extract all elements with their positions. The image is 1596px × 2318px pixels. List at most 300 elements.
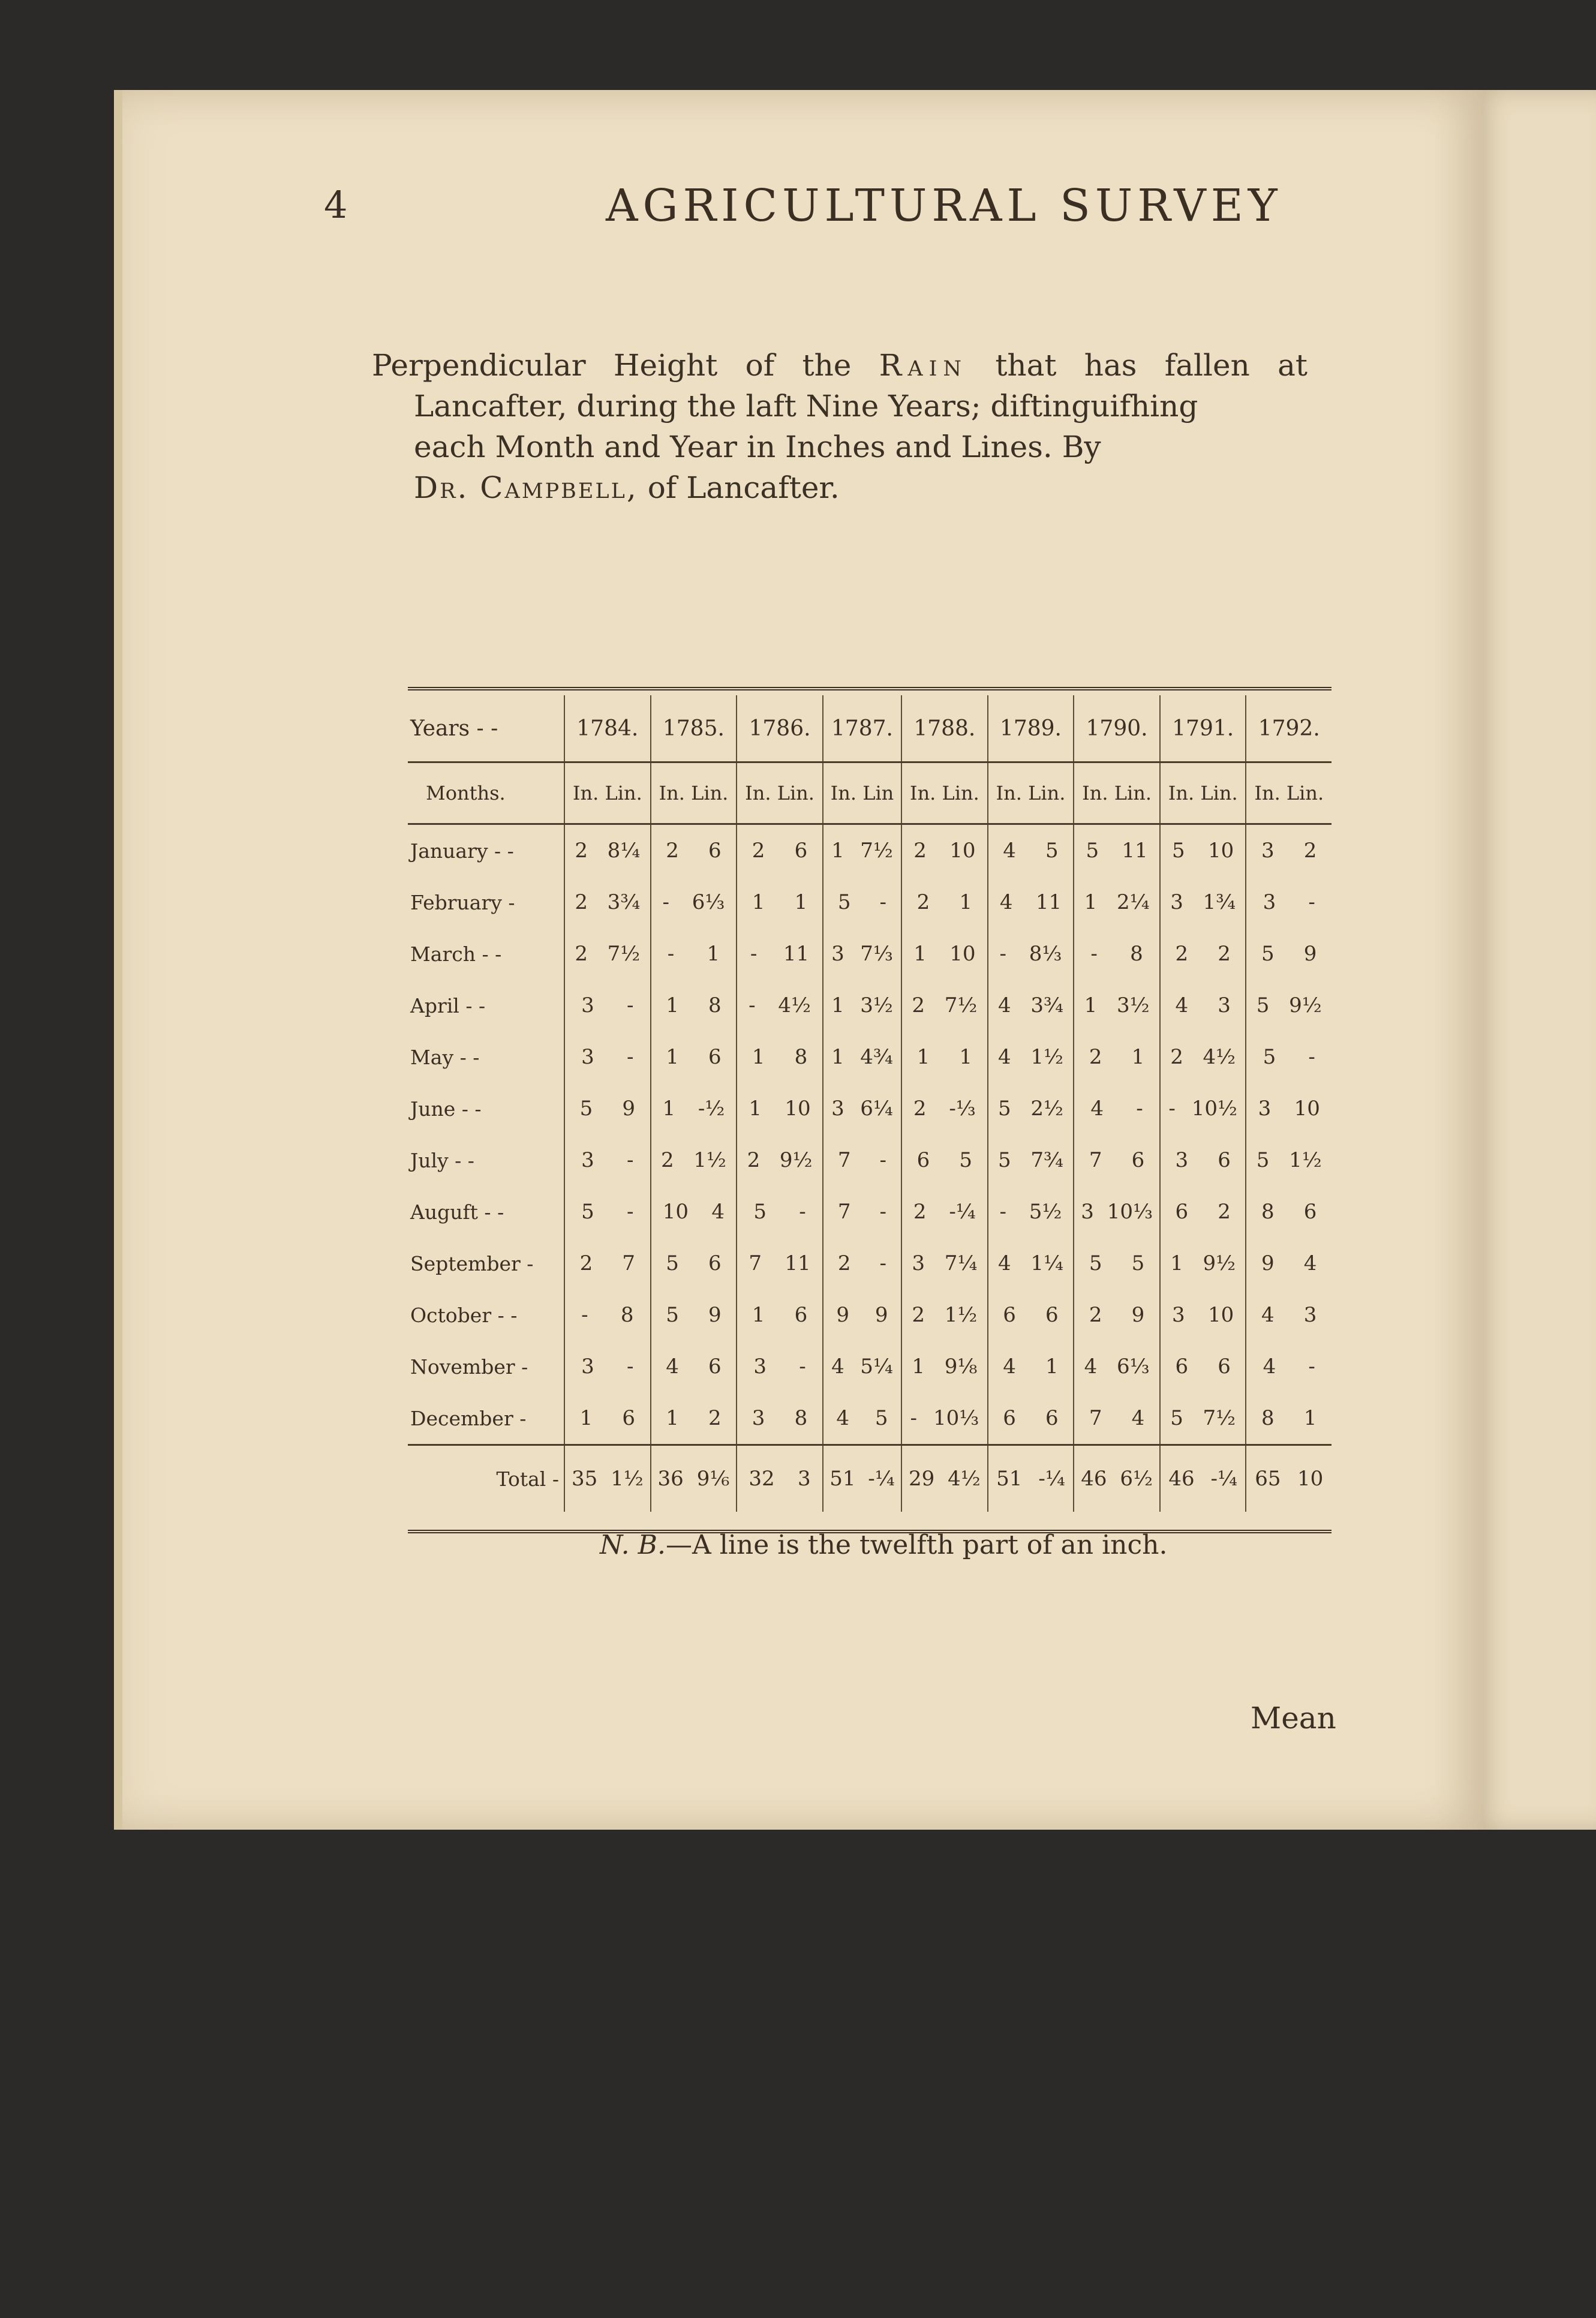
inches-value: 6 xyxy=(916,1148,930,1172)
rainfall-grid xyxy=(408,695,1331,1512)
lines-value: 6 xyxy=(1045,1406,1059,1430)
lines-value: 2 xyxy=(1218,942,1231,966)
unit-header: In. Lin. xyxy=(1168,782,1238,804)
total-inches: 46 xyxy=(1081,1467,1107,1491)
inches-value: 5 xyxy=(1172,839,1185,863)
total-lines: 4½ xyxy=(948,1467,981,1491)
inches-value: 4 xyxy=(836,1406,849,1430)
rain-cell xyxy=(737,1083,823,1134)
inches-value: 5 xyxy=(1089,1251,1102,1275)
inches-value: 1 xyxy=(752,1303,765,1327)
rain-cell xyxy=(1160,1392,1246,1445)
rain-value xyxy=(823,839,901,863)
rain-value xyxy=(902,1303,987,1327)
rain-value xyxy=(988,1251,1074,1275)
rain-cell xyxy=(737,1134,823,1186)
inches-value: 4 xyxy=(1084,1355,1098,1379)
inches-value: 3 xyxy=(1258,1097,1272,1121)
inches-value: 7 xyxy=(1089,1148,1102,1172)
rain-value xyxy=(565,1303,650,1327)
rain-cell xyxy=(1160,1289,1246,1341)
lines-value: 6 xyxy=(708,1355,722,1379)
inches-value: 2 xyxy=(666,839,679,863)
rain-cell xyxy=(823,1134,901,1186)
total-lines: -¼ xyxy=(868,1467,895,1491)
lines-value: - xyxy=(626,1200,634,1224)
lines-value: 7½ xyxy=(1203,1406,1236,1430)
rain-value xyxy=(565,839,650,863)
total-value xyxy=(1074,1467,1159,1491)
month-label-cell xyxy=(408,928,564,980)
rain-value xyxy=(1246,942,1331,966)
month-row xyxy=(408,1238,1331,1289)
rain-cell xyxy=(564,1238,651,1289)
total-value xyxy=(1161,1467,1246,1491)
unit-header: In. Lin. xyxy=(1082,782,1152,804)
total-value xyxy=(823,1467,901,1491)
months-label-cell xyxy=(408,762,564,824)
rain-cell xyxy=(651,1134,737,1186)
rain-cell xyxy=(988,1083,1074,1134)
lines-value: 1 xyxy=(959,1045,973,1069)
inches-value: 2 xyxy=(579,1251,593,1275)
month-row xyxy=(408,980,1331,1031)
rain-cell xyxy=(901,1134,988,1186)
lines-value: 2 xyxy=(1218,1200,1231,1224)
lines-value: 1¼ xyxy=(1030,1251,1063,1275)
inches-value: 3 xyxy=(1170,890,1183,914)
year-header-cell xyxy=(988,695,1074,762)
lines-value: 4¾ xyxy=(860,1045,893,1069)
month-row xyxy=(408,928,1331,980)
total-cell xyxy=(651,1445,737,1512)
total-inches: 46 xyxy=(1168,1467,1195,1491)
lines-value: 1½ xyxy=(1030,1045,1063,1069)
inches-value: 3 xyxy=(581,1148,594,1172)
lines-value: 10 xyxy=(1208,839,1234,863)
rain-value xyxy=(737,890,822,914)
lines-value: 6 xyxy=(794,839,808,863)
rain-cell xyxy=(564,1031,651,1083)
rain-cell xyxy=(564,1341,651,1392)
lines-value: 9 xyxy=(874,1303,888,1327)
unit-header-cell xyxy=(651,762,737,824)
rain-value xyxy=(902,1406,987,1430)
lines-value: 5 xyxy=(1045,839,1059,863)
total-cell xyxy=(988,1445,1074,1512)
caption-line: each Month and Year in Inches and Lines. By xyxy=(414,430,1101,464)
lines-value: - xyxy=(879,1200,887,1224)
rain-cell xyxy=(737,1186,823,1238)
inches-value: 3 xyxy=(1081,1200,1094,1224)
total-inches: 35 xyxy=(571,1467,598,1491)
lines-value: - xyxy=(1308,1355,1315,1379)
month-label-cell xyxy=(408,1031,564,1083)
inches-value: 4 xyxy=(1263,1355,1276,1379)
lines-value: 10⅓ xyxy=(933,1406,979,1430)
inches-value: 1 xyxy=(1084,890,1098,914)
inches-value: 1 xyxy=(1084,993,1098,1017)
lines-value: 9 xyxy=(1131,1303,1145,1327)
lines-value: - xyxy=(626,993,634,1017)
lines-value: -½ xyxy=(698,1097,725,1121)
rain-cell xyxy=(737,1341,823,1392)
lines-value: - xyxy=(879,1251,887,1275)
total-label-cell xyxy=(408,1445,564,1512)
rain-value xyxy=(902,1097,987,1121)
total-cell xyxy=(901,1445,988,1512)
rain-cell xyxy=(988,1134,1074,1186)
rain-value xyxy=(823,1406,901,1430)
rain-value xyxy=(1074,1355,1159,1379)
lines-value: 6 xyxy=(708,839,722,863)
inches-value: 1 xyxy=(666,1045,679,1069)
years-row xyxy=(408,695,1331,762)
rain-cell xyxy=(1074,1238,1160,1289)
lines-value: 1¾ xyxy=(1203,890,1236,914)
inches-value: - xyxy=(750,942,758,966)
rain-value xyxy=(902,1251,987,1275)
unit-header: In. Lin. xyxy=(745,782,814,804)
lines-value: 2 xyxy=(708,1406,722,1430)
year-header-cell xyxy=(823,695,901,762)
lines-value: 7½ xyxy=(860,839,893,863)
inches-value: 2 xyxy=(752,839,765,863)
inches-value: - xyxy=(1090,942,1098,966)
lines-value: 6 xyxy=(1045,1303,1059,1327)
rain-cell xyxy=(988,876,1074,928)
rain-cell xyxy=(901,1341,988,1392)
rain-cell xyxy=(1160,1083,1246,1134)
rain-cell xyxy=(823,1083,901,1134)
year-header-cell xyxy=(1160,695,1246,762)
rain-value xyxy=(902,942,987,966)
total-inches: 29 xyxy=(908,1467,935,1491)
inches-value: 3 xyxy=(1172,1303,1185,1327)
years-label: Years - - xyxy=(410,716,498,741)
inches-value: 2 xyxy=(913,839,927,863)
rain-value xyxy=(1074,1303,1159,1327)
lines-value: 7½ xyxy=(944,993,978,1017)
lines-value: 8 xyxy=(794,1406,808,1430)
inches-value: 1 xyxy=(579,1406,593,1430)
caption-text: Perpendicular Height of the xyxy=(372,348,852,383)
inches-value: 1 xyxy=(831,1045,844,1069)
unit-header: In. Lin. xyxy=(996,782,1066,804)
inches-value: 5 xyxy=(998,1097,1011,1121)
rain-cell xyxy=(564,1392,651,1445)
rain-cell xyxy=(651,876,737,928)
lines-value: 11 xyxy=(1035,890,1062,914)
lines-value: - xyxy=(626,1045,634,1069)
rain-value xyxy=(1246,1355,1331,1379)
unit-header-cell xyxy=(901,762,988,824)
rain-value xyxy=(988,1303,1074,1327)
month-label: January - - xyxy=(410,839,514,863)
rain-value xyxy=(1161,1406,1246,1430)
years-label-cell xyxy=(408,695,564,762)
rain-value xyxy=(1074,1406,1159,1430)
total-value xyxy=(737,1467,822,1491)
rain-value xyxy=(823,890,901,914)
footnote xyxy=(600,1530,1167,1560)
inches-value: 2 xyxy=(575,942,588,966)
rain-cell xyxy=(564,1083,651,1134)
year-header: 1792. xyxy=(1258,716,1320,741)
rain-value xyxy=(823,1045,901,1069)
inches-value: 5 xyxy=(1256,1148,1270,1172)
rain-cell xyxy=(1246,980,1331,1031)
rain-value xyxy=(1161,1045,1246,1069)
rain-cell xyxy=(988,1031,1074,1083)
month-row xyxy=(408,1341,1331,1392)
rain-value xyxy=(988,1045,1074,1069)
rain-cell xyxy=(737,824,823,877)
total-lines: 10 xyxy=(1297,1467,1324,1491)
rain-cell xyxy=(564,876,651,928)
lines-value: 8 xyxy=(1130,942,1143,966)
rain-cell xyxy=(737,876,823,928)
lines-value: 1½ xyxy=(693,1148,726,1172)
catchword: Mean xyxy=(1251,1701,1336,1736)
rain-cell xyxy=(737,1392,823,1445)
inches-value: - xyxy=(662,890,669,914)
inches-value: 2 xyxy=(837,1251,851,1275)
unit-header-cell xyxy=(1246,762,1331,824)
unit-header: In. Lin. xyxy=(659,782,729,804)
unit-header-cell xyxy=(988,762,1074,824)
inches-value: 2 xyxy=(912,993,925,1017)
lines-value: 5 xyxy=(959,1148,973,1172)
month-row xyxy=(408,1031,1331,1083)
lines-value: 9½ xyxy=(1289,993,1322,1017)
lines-value: -¼ xyxy=(949,1200,976,1224)
lines-value: 6⅓ xyxy=(692,890,725,914)
month-label-cell xyxy=(408,1186,564,1238)
rain-cell xyxy=(823,1341,901,1392)
caption-text: of Lancafter. xyxy=(647,470,840,505)
lines-value: 1 xyxy=(707,942,720,966)
rain-value xyxy=(988,1355,1074,1379)
month-label: December - xyxy=(410,1406,527,1430)
rain-cell xyxy=(564,1186,651,1238)
rain-value xyxy=(902,890,987,914)
month-label: July - - xyxy=(410,1148,474,1172)
lines-value: 9 xyxy=(1303,942,1317,966)
total-lines: 1½ xyxy=(611,1467,644,1491)
rain-cell xyxy=(564,1134,651,1186)
inches-value: 2 xyxy=(912,1303,925,1327)
total-value xyxy=(1246,1467,1331,1491)
year-header-cell xyxy=(737,695,823,762)
rain-value xyxy=(737,993,822,1017)
rain-cell xyxy=(1160,1134,1246,1186)
inches-value: 2 xyxy=(1089,1303,1102,1327)
rain-value xyxy=(565,1200,650,1224)
rain-cell xyxy=(823,876,901,928)
rain-value xyxy=(1246,1045,1331,1069)
lines-value: 2¼ xyxy=(1116,890,1150,914)
inches-value: 4 xyxy=(1090,1097,1104,1121)
total-cell xyxy=(1160,1445,1246,1512)
rain-value xyxy=(1246,890,1331,914)
total-lines: 6½ xyxy=(1120,1467,1153,1491)
lines-value: 8⅓ xyxy=(1029,942,1062,966)
rain-value xyxy=(823,1355,901,1379)
inches-value: 5 xyxy=(1263,1045,1276,1069)
lines-value: 1 xyxy=(1045,1355,1059,1379)
rain-value xyxy=(988,993,1074,1017)
rain-value xyxy=(565,1251,650,1275)
inches-value: 1 xyxy=(666,993,679,1017)
lines-value: 7 xyxy=(622,1251,636,1275)
rain-cell xyxy=(823,1392,901,1445)
lines-value: 6 xyxy=(794,1303,808,1327)
month-row xyxy=(408,1134,1331,1186)
lines-value: 7¾ xyxy=(1030,1148,1063,1172)
inches-value: 6 xyxy=(1175,1200,1189,1224)
total-value xyxy=(902,1467,987,1491)
inches-value: 4 xyxy=(1175,993,1189,1017)
lines-value: 10 xyxy=(1294,1097,1320,1121)
inches-value: 3 xyxy=(752,1406,765,1430)
rain-value xyxy=(1246,1200,1331,1224)
rain-value xyxy=(737,1045,822,1069)
lines-value: 6 xyxy=(1218,1148,1231,1172)
rain-cell xyxy=(737,1289,823,1341)
rain-value xyxy=(1074,1045,1159,1069)
inches-value: 2 xyxy=(913,1097,927,1121)
month-label-cell xyxy=(408,1083,564,1134)
rain-cell xyxy=(1074,1186,1160,1238)
rain-value xyxy=(651,1200,737,1224)
inches-value: 3 xyxy=(753,1355,767,1379)
rain-value xyxy=(988,1406,1074,1430)
lines-value: 9½ xyxy=(779,1148,813,1172)
rain-value xyxy=(823,993,901,1017)
inches-value: 2 xyxy=(660,1148,674,1172)
rain-value xyxy=(823,1251,901,1275)
inches-value: 1 xyxy=(662,1097,676,1121)
rain-cell xyxy=(1160,1341,1246,1392)
rain-value xyxy=(1161,1200,1246,1224)
rain-cell xyxy=(1246,824,1331,877)
rain-cell xyxy=(1160,1186,1246,1238)
rain-cell xyxy=(651,1289,737,1341)
rain-value xyxy=(737,1303,822,1327)
rain-cell xyxy=(1160,1238,1246,1289)
rain-cell xyxy=(988,1238,1074,1289)
inches-value: 5 xyxy=(1261,942,1275,966)
lines-value: -⅓ xyxy=(949,1097,976,1121)
rain-value xyxy=(651,1251,737,1275)
month-row xyxy=(408,1392,1331,1445)
inches-value: 6 xyxy=(1003,1303,1016,1327)
inches-value: 4 xyxy=(998,993,1011,1017)
rain-value xyxy=(1161,1148,1246,1172)
lines-value: 11 xyxy=(783,942,810,966)
rain-cell xyxy=(651,1341,737,1392)
lines-value: 3 xyxy=(1303,1303,1317,1327)
rain-cell xyxy=(901,980,988,1031)
lines-value: 1 xyxy=(959,890,973,914)
inches-value: 8 xyxy=(1261,1200,1275,1224)
rain-value xyxy=(823,1303,901,1327)
facing-page xyxy=(1469,90,1596,1830)
page-number: 4 xyxy=(324,183,348,227)
rain-value xyxy=(823,942,901,966)
rain-value xyxy=(1161,1097,1246,1121)
footnote-text: —A line is the twelfth part of an inch. xyxy=(665,1530,1168,1560)
lines-value: 4½ xyxy=(1203,1045,1236,1069)
inches-value: 6 xyxy=(1175,1355,1189,1379)
rain-value xyxy=(651,942,737,966)
lines-value: 4 xyxy=(1303,1251,1317,1275)
inches-value: 2 xyxy=(1170,1045,1183,1069)
rain-value xyxy=(565,1355,650,1379)
rain-cell xyxy=(823,1186,901,1238)
month-label-cell xyxy=(408,824,564,877)
total-lines: 9⅙ xyxy=(696,1467,730,1491)
rain-value xyxy=(565,993,650,1017)
total-cell xyxy=(1074,1445,1160,1512)
inches-value: 10 xyxy=(662,1200,689,1224)
inches-value: - xyxy=(749,993,756,1017)
rain-cell xyxy=(1074,928,1160,980)
lines-value: 9⅛ xyxy=(944,1355,978,1379)
lines-value: 6 xyxy=(708,1251,722,1275)
unit-header-cell xyxy=(1160,762,1246,824)
lines-value: 1 xyxy=(1303,1406,1317,1430)
rain-cell xyxy=(988,980,1074,1031)
inches-value: 1 xyxy=(912,1355,925,1379)
unit-header: In. Lin. xyxy=(572,782,642,804)
rain-cell xyxy=(823,980,901,1031)
rain-cell xyxy=(901,1031,988,1083)
rain-value xyxy=(651,993,737,1017)
rain-value xyxy=(902,1200,987,1224)
inches-value: 5 xyxy=(753,1200,767,1224)
lines-value: 10 xyxy=(949,839,976,863)
lines-value: 9 xyxy=(708,1303,722,1327)
inches-value: 4 xyxy=(831,1355,844,1379)
unit-header: In. Lin xyxy=(830,782,894,804)
month-label-cell xyxy=(408,1392,564,1445)
inches-value: 6 xyxy=(1003,1406,1016,1430)
total-cell xyxy=(1246,1445,1331,1512)
rain-cell xyxy=(651,1392,737,1445)
year-header: 1790. xyxy=(1086,716,1148,741)
month-row xyxy=(408,1083,1331,1134)
inches-value: 5 xyxy=(1256,993,1270,1017)
total-value xyxy=(565,1467,650,1491)
unit-header-cell xyxy=(737,762,823,824)
year-header: 1785. xyxy=(662,716,725,741)
lines-value: 6 xyxy=(1303,1200,1317,1224)
year-header: 1791. xyxy=(1172,716,1234,741)
month-row xyxy=(408,824,1331,877)
rain-value xyxy=(1246,1406,1331,1430)
rain-cell xyxy=(988,928,1074,980)
lines-value: 8¼ xyxy=(607,839,641,863)
lines-value: - xyxy=(626,1148,634,1172)
inches-value: 3 xyxy=(831,1097,844,1121)
rain-cell xyxy=(651,980,737,1031)
rain-value xyxy=(737,1251,822,1275)
rain-cell xyxy=(901,1083,988,1134)
inches-value: 1 xyxy=(913,942,927,966)
lines-value: 2 xyxy=(1303,839,1317,863)
